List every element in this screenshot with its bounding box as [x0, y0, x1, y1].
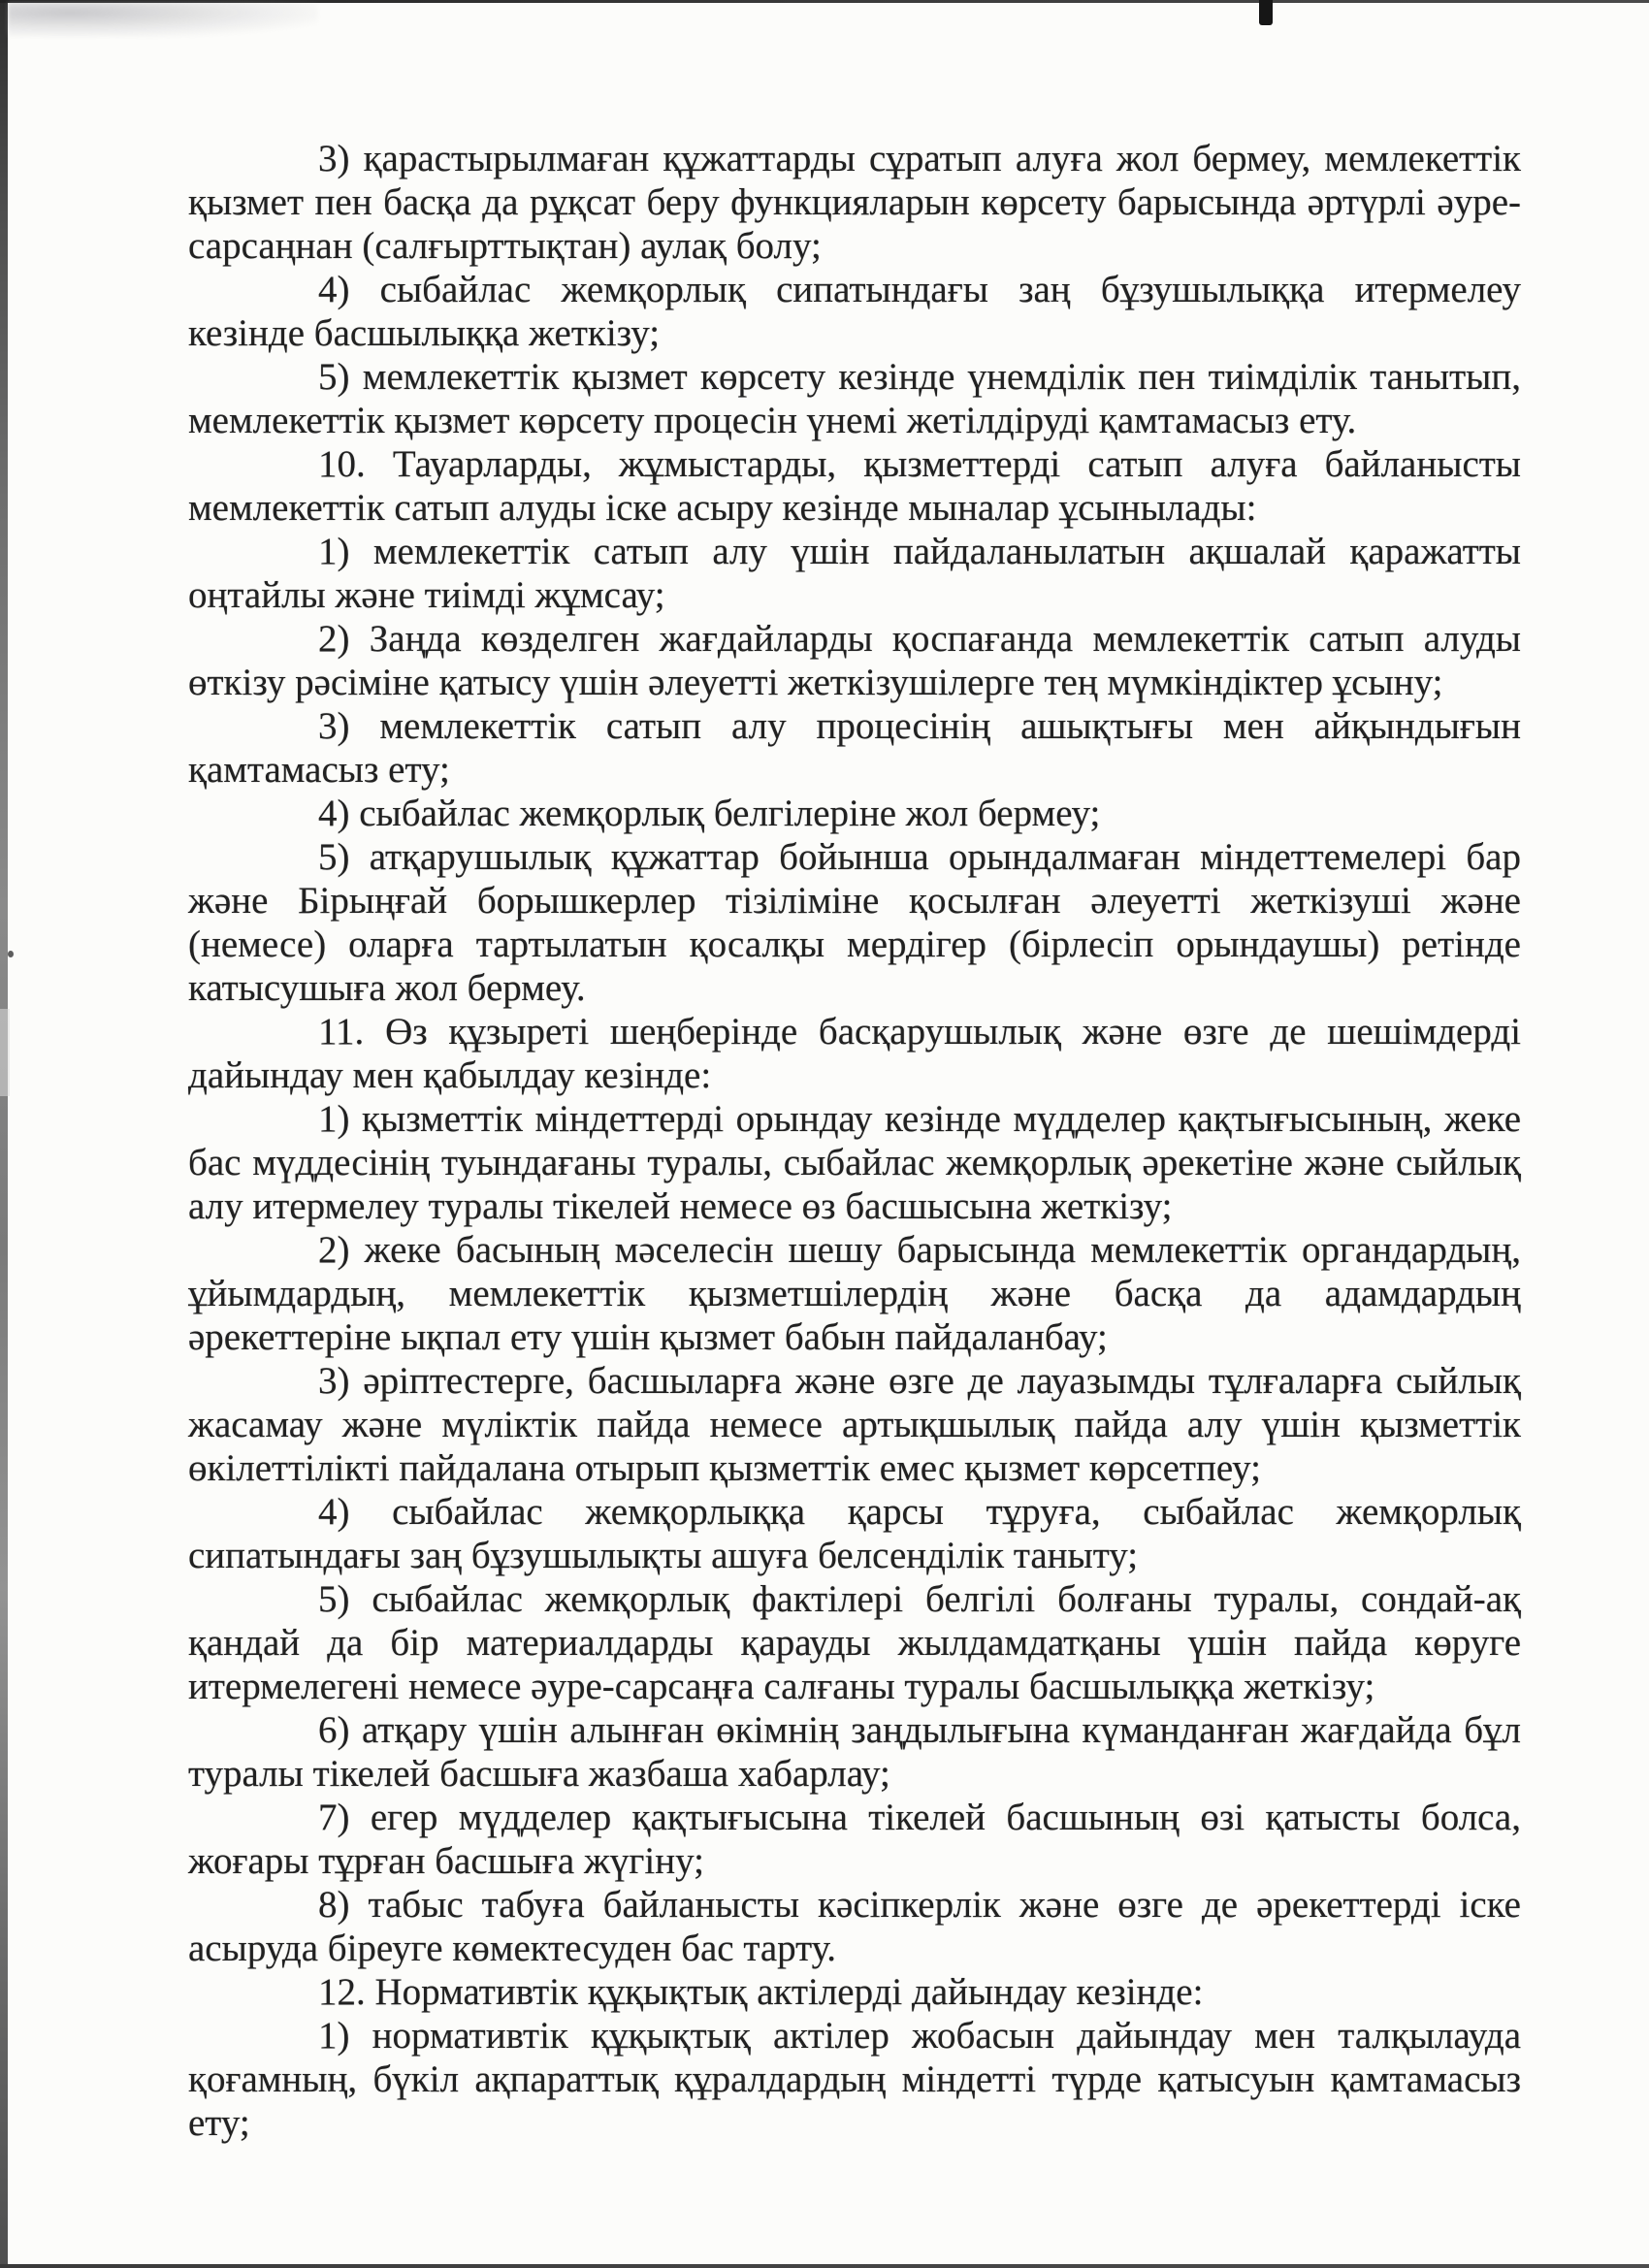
clause-11-7-superior-manager: 7) егер мүдделер қақтығысына тікелей басшының өзі қатысты болса, жоғары тұрған басшыға жүгіну; — [188, 1797, 1521, 1882]
clause-10-4-no-corruption-signs: 4) сыбайлас жемқорлық белгілеріне жол бермеу; — [318, 793, 1101, 834]
clause-12-1-public-participation: 1) нормативтік құқықтық актілер жобасын дайындау мен талқылауда қоғамның, бүкіл ақпараттық құралдардың міндетті түрде қатысуын қамтамасыз ету; — [188, 2015, 1521, 2144]
clause-10-2-equal-opportunities: 2) Заңда көзделген жағдайларды қоспағанда мемлекеттік сатып алуды өткізу рәсіміне қатысу үшін әлеуетті жеткізушілерге тең мүмкіндіктер ұсыну; — [188, 618, 1521, 703]
scan-edge-light-notch — [0, 1009, 10, 1096]
clause-10-1-efficient-spending: 1) мемлекеттік сатып алу үшін пайдаланылатын ақшалай қаражатты оңтайлы және тиімді жұмсау; — [188, 531, 1521, 616]
clause-10-5-debtor-registry: 5) атқарушылық құжаттар бойынша орындалмаған міндеттемелері бар және Бірыңғай борышкерлер тізіліміне қосылған әлеуетті жеткізуші және (немесе) оларға тартылатын қосалқы мердігер (бірлесіп орындаушы) ретінде катысушыға жол бермеу. — [188, 836, 1521, 1009]
clause-5-service-efficiency: 5) мемлекеттік қызмет көрсету кезінде үнемділік пен тиімділік танытып, мемлекеттік қызмет көрсету процесін үнемі жетілдіруді қамтамасыз ету. — [188, 356, 1521, 441]
clause-11-4-oppose-corruption: 4) сыбайлас жемқорлыққа қарсы тұруға, сыбайлас жемқорлық сипатындағы заң бұзушылықты ашуға белсенділік таныту; — [188, 1491, 1521, 1576]
clause-11-2-no-abuse-of-position: 2) жеке басының мәселесін шешу барысында мемлекеттік органдардың, ұйымдардың, мемлекеттік қызметшілердің және басқа да адамдардың әрекеттеріне ықпал ету үшін қызмет бабын пайдаланбау; — [188, 1229, 1521, 1358]
scan-speck-left-margin — [8, 951, 14, 957]
document-body — [188, 137, 1521, 2145]
clause-11-5-report-corruption-facts: 5) сыбайлас жемқорлық фактілері белгілі болғаны туралы, сондай-ақ қандай да бір материалдарды қарауды жылдамдатқаны үшін пайда көруге итермелегені немесе әуре-сарсаңға салғаны туралы басшылыққа жеткізу; — [188, 1578, 1521, 1707]
scan-mark-top — [1259, 0, 1273, 25]
clause-11-8-no-business-assistance: 8) табыс табуға байланысты кәсіпкерлік және өзге де әрекеттерді іске асыруда біреуге көмектесуден бас тарту. — [188, 1884, 1521, 1969]
scan-smudge-topleft — [8, 2, 318, 37]
scan-edge-left-strip — [0, 0, 8, 2268]
clause-11-6-doubtful-orders: 6) атқару үшін алынған өкімнің заңдылығына күманданған жағдайда бұл туралы тікелей басшыға жазбаша хабарлау; — [188, 1709, 1521, 1795]
section-11-heading-decisions: 11. Өз құзыреті шеңберінде басқарушылық және өзге де шешімдерді дайындау мен қабылдау кезінде: — [188, 1011, 1521, 1096]
clause-11-1-conflict-of-interest: 1) қызметтік міндеттерді орындау кезінде мүдделер қақтығысының, жеке бас мүддесінің туындағаны туралы, сыбайлас жемқорлық әрекетіне және сыйлық алу итермелеу туралы тікелей немесе өз басшысына жеткізу; — [188, 1098, 1521, 1227]
clause-10-3-transparency: 3) мемлекеттік сатып алу процесінің ашықтығы мен айқындығын қамтамасыз ету; — [188, 705, 1521, 791]
clause-11-3-no-gifts: 3) әріптестерге, басшыларға және өзге де лауазымды тұлғаларға сыйлық жасамау және мүліктік пайда немесе артықшылық пайда алу үшін қызметтік өкілеттілікті пайдалана отырып қызметтік емес қызмет көрсетпеу; — [188, 1360, 1521, 1489]
clause-4-report-corruption-incitement: 4) сыбайлас жемқорлық сипатындағы заң бұзушылыққа итермелеу кезінде басшылыққа жеткізу; — [188, 269, 1521, 354]
section-12-heading-legal-acts: 12. Нормативтік құқықтық актілерді дайындау кезінде: — [318, 1971, 1204, 2013]
scan-edge-bottom-line — [0, 2264, 1649, 2268]
section-10-heading-procurement: 10. Тауарларды, жұмыстарды, қызметтерді сатып алуға байланысты мемлекеттік сатып алуды іске асыру кезінде мыналар ұсынылады: — [188, 443, 1521, 529]
clause-3-document-requests: 3) қарастырылмаған құжаттарды сұратып алуға жол бермеу, мемлекеттік қызмет пен басқа да рұқсат беру функцияларын көрсету барысында әртүрлі әуре-сарсаңнан (салғырттықтан) аулақ болу; — [188, 138, 1521, 267]
